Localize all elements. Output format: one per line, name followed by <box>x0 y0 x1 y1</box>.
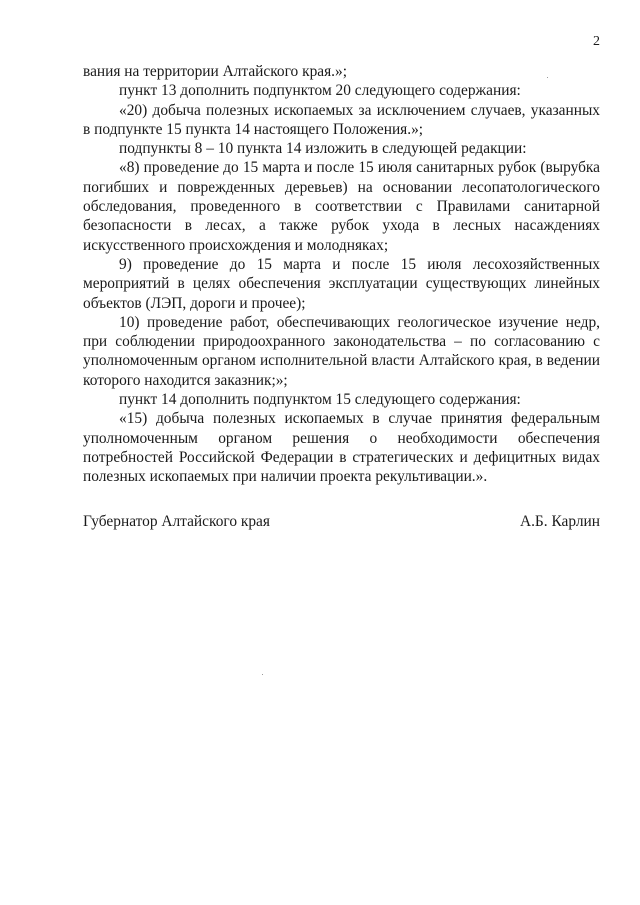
paragraph-4: подпункты 8 – 10 пункта 14 изложить в следующей редакции: <box>119 140 527 158</box>
paragraph-6: 9) проведение до 15 марта и после 15 июля лесохозяйственных мероприятий в целях обеспечения эксплуатации существующих линейных объектов (ЛЭП, дороги и прочее); <box>83 255 600 312</box>
paragraph-8: пункт 14 дополнить подпунктом 15 следующего содержания: <box>119 391 521 409</box>
signatory-name: А.Б. Карлин <box>519 513 600 530</box>
signatory-position: Губернатор Алтайского края <box>83 513 270 530</box>
paragraph-7: 10) проведение работ, обеспечивающих геологическое изучение недр, при соблюдении природоохранного законодательства – по согласованию с уполномоченным органом исполнительной власти Алтайского края, в ведении которого находится заказник;»; <box>83 313 600 389</box>
document-body <box>83 62 600 487</box>
scan-speck <box>262 674 263 675</box>
paragraph-9: «15) добыча полезных ископаемых в случае принятия федеральным уполномоченным органом решения о необходимости обеспечения потребностей Российской Федерации в стратегических и дефицитных видах полезных ископаемых при наличии проекта рекультивации.». <box>83 410 600 486</box>
page-number: 2 <box>593 34 600 49</box>
paragraph-1: вания на территории Алтайского края.»; <box>83 63 347 80</box>
scan-speck <box>547 77 548 78</box>
paragraph-3: «20) добыча полезных ископаемых за исключением случаев, указанных в подпункте 15 пункта 14 настоящего Положения.»; <box>83 101 600 138</box>
paragraph-2: пункт 13 дополнить подпунктом 20 следующего содержания: <box>119 82 521 100</box>
paragraph-5: «8) проведение до 15 марта и после 15 июля санитарных рубок (вырубка погибших и поврежденных деревьев) на основании лесопатологического обследования, проведенного в соответствии с Правилами санитарной безопасности в лесах, а также рубок ухода в лесных насаждениях искусственного происхождения и молодняках; <box>83 159 600 254</box>
signature-block <box>83 512 600 531</box>
